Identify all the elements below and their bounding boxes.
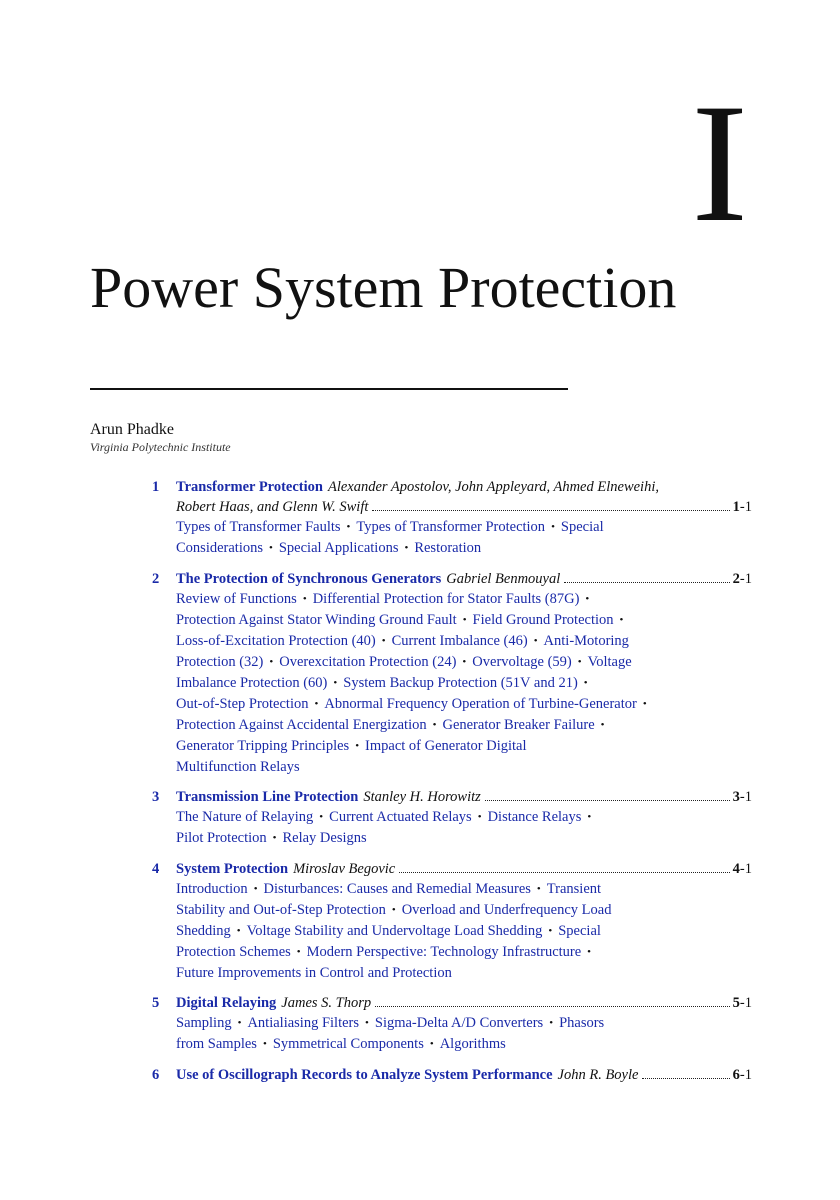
topic-link[interactable]: Review of Functions xyxy=(176,591,297,607)
dot-leader xyxy=(372,510,729,511)
topic-link[interactable]: Antialiasing Filters xyxy=(247,1015,360,1031)
chapter-topics xyxy=(176,589,736,777)
bullet-separator: • xyxy=(355,740,360,752)
bullet-separator: • xyxy=(365,1017,369,1029)
topic-link[interactable]: Protection Against Stator Winding Ground Fault xyxy=(176,612,457,628)
topic-link[interactable]: Symmetrical Components xyxy=(272,1036,424,1052)
topic-link[interactable]: Modern Perspective: Technology Infrastructure xyxy=(306,944,582,960)
editor-affiliation: Virginia Polytechnic Institute xyxy=(90,440,231,454)
topic-line xyxy=(176,807,736,828)
chapter-number: 1 xyxy=(152,479,160,495)
bullet-separator: • xyxy=(533,635,538,647)
topic-line xyxy=(176,900,736,921)
bullet-separator: • xyxy=(551,521,555,533)
chapter-topics xyxy=(176,1013,736,1055)
topic-line xyxy=(176,736,736,757)
topic-link[interactable]: Voltage Stability and Undervoltage Load Shedding xyxy=(246,923,543,939)
bullet-separator: • xyxy=(577,656,582,668)
topic-link[interactable]: Voltage xyxy=(587,654,632,670)
chapter-authors: John R. Boyle xyxy=(557,1067,639,1083)
chapter-entry xyxy=(152,477,752,559)
chapter-topics xyxy=(176,807,736,849)
topic-line xyxy=(176,652,736,673)
topic-link[interactable]: Future Improvements in Control and Protection xyxy=(176,965,452,981)
bullet-separator: • xyxy=(296,946,301,958)
bullet-separator: • xyxy=(477,811,482,823)
dot-leader xyxy=(642,1078,729,1079)
topic-line xyxy=(176,610,736,631)
bullet-separator: • xyxy=(333,677,338,689)
topic-link[interactable]: Loss-of-Excitation Protection (40) xyxy=(176,633,376,649)
chapter-page-suffix: -1 xyxy=(739,789,752,805)
chapter-page-number: 6 xyxy=(732,1067,740,1083)
chapter-title-link[interactable]: Transmission Line Protection xyxy=(176,789,359,805)
topic-link[interactable]: Sigma-Delta A/D Converters xyxy=(374,1015,544,1031)
chapter-number: 2 xyxy=(152,571,160,587)
chapter-authors: Stanley H. Horowitz xyxy=(363,789,481,805)
topic-link[interactable]: Transient xyxy=(546,881,602,897)
bullet-separator: • xyxy=(253,883,258,895)
topic-link[interactable]: Special xyxy=(558,923,601,939)
bullet-separator: • xyxy=(587,946,592,958)
topic-line xyxy=(176,517,736,538)
dot-leader xyxy=(399,872,729,873)
chapter-heading-line xyxy=(176,497,752,517)
topic-line xyxy=(176,963,736,983)
chapter-heading-line xyxy=(176,787,752,807)
chapter-page xyxy=(733,859,752,879)
bullet-separator: • xyxy=(319,811,324,823)
topic-link[interactable]: Multifunction Relays xyxy=(176,759,300,775)
chapter-authors: James S. Thorp xyxy=(281,995,372,1011)
topic-link[interactable]: Types of Transformer Faults xyxy=(176,519,341,535)
bullet-separator: • xyxy=(302,593,307,605)
topic-link[interactable]: Sampling xyxy=(176,1015,232,1031)
editor-name: Arun Phadke xyxy=(90,421,174,438)
chapter-entry xyxy=(152,787,752,849)
topic-link[interactable]: Shedding xyxy=(176,923,231,939)
topic-link[interactable]: Special xyxy=(560,519,604,535)
chapter-page xyxy=(733,787,752,807)
bullet-separator: • xyxy=(548,925,553,937)
topic-link[interactable]: Generator Breaker Failure xyxy=(442,717,595,733)
topic-line xyxy=(176,1013,736,1034)
bullet-separator: • xyxy=(587,811,592,823)
bullet-separator: • xyxy=(536,883,541,895)
bullet-separator: • xyxy=(404,542,409,554)
topic-link[interactable]: Impact of Generator Digital xyxy=(365,738,527,754)
part-numeral: I xyxy=(691,69,748,257)
chapter-page-number: 1 xyxy=(732,499,740,515)
title-rule xyxy=(90,388,568,390)
topic-link[interactable]: Considerations xyxy=(176,540,263,556)
chapter-authors: Miroslav Begovic xyxy=(293,861,396,877)
chapter-page-number: 3 xyxy=(732,789,740,805)
topic-link[interactable]: Stability and Out-of-Step Protection xyxy=(176,902,386,918)
chapter-number: 3 xyxy=(152,789,160,805)
bullet-separator: • xyxy=(642,698,647,710)
chapter-page-suffix: -1 xyxy=(739,499,752,515)
chapter-heading-line xyxy=(176,993,752,1013)
chapter-page xyxy=(733,1065,752,1085)
topic-link[interactable]: Introduction xyxy=(176,881,248,897)
bullet-separator: • xyxy=(269,542,273,554)
bullet-separator: • xyxy=(236,925,241,937)
topic-line xyxy=(176,921,736,942)
chapter-title-link[interactable]: Transformer Protection xyxy=(176,479,323,495)
chapter-page-number: 5 xyxy=(732,995,740,1011)
topic-link[interactable]: Relay Designs xyxy=(282,830,367,846)
topic-link[interactable]: Phasors xyxy=(559,1015,605,1031)
chapter-heading-line xyxy=(176,569,752,589)
topic-link[interactable]: Special Applications xyxy=(278,540,399,556)
bullet-separator: • xyxy=(619,614,624,626)
topic-link[interactable]: Imbalance Protection (60) xyxy=(176,675,328,691)
part-title: Power System Protection xyxy=(90,255,677,320)
chapter-page-number: 4 xyxy=(732,861,740,877)
chapter-title-link[interactable]: Digital Relaying xyxy=(176,995,277,1011)
chapter-page-suffix: -1 xyxy=(739,571,752,587)
bullet-separator: • xyxy=(272,832,277,844)
topic-link[interactable]: Abnormal Frequency Operation of Turbine-Generator xyxy=(324,696,637,712)
bullet-separator: • xyxy=(462,656,467,668)
chapter-heading-line xyxy=(176,1065,752,1085)
bullet-separator: • xyxy=(381,635,386,647)
chapter-entry xyxy=(152,1065,752,1085)
topic-link[interactable]: Anti-Motoring xyxy=(543,633,629,649)
dot-leader xyxy=(375,1006,730,1007)
bullet-separator: • xyxy=(549,1017,554,1029)
topic-link[interactable]: Protection Against Accidental Energization xyxy=(176,717,427,733)
chapter-number: 6 xyxy=(152,1067,160,1083)
chapter-title-link[interactable]: Use of Oscillograph Records to Analyze System Performance xyxy=(176,1067,553,1083)
topic-line xyxy=(176,694,736,715)
topic-link[interactable]: Current Imbalance (46) xyxy=(391,633,528,649)
topic-link[interactable]: Protection Schemes xyxy=(176,944,291,960)
bullet-separator: • xyxy=(262,1038,267,1050)
topic-link[interactable]: Algorithms xyxy=(439,1036,506,1052)
topic-link[interactable]: System Backup Protection (51V and 21) xyxy=(343,675,578,691)
chapter-page xyxy=(733,497,752,517)
bullet-separator: • xyxy=(391,904,396,916)
bullet-separator: • xyxy=(269,656,274,668)
topic-link[interactable]: Field Ground Protection xyxy=(472,612,614,628)
chapter-page xyxy=(733,993,752,1013)
topic-line xyxy=(176,715,736,736)
topic-line xyxy=(176,879,736,900)
topic-line xyxy=(176,757,736,777)
chapter-entry xyxy=(152,859,752,983)
topic-line xyxy=(176,828,736,849)
topic-line xyxy=(176,1034,736,1055)
bullet-separator: • xyxy=(314,698,319,710)
bullet-separator: • xyxy=(237,1017,242,1029)
topic-line xyxy=(176,942,736,963)
chapter-page-number: 2 xyxy=(732,571,740,587)
topic-link[interactable]: Current Actuated Relays xyxy=(329,809,472,825)
topic-link[interactable]: Overexcitation Protection (24) xyxy=(279,654,457,670)
table-of-contents xyxy=(152,477,752,1095)
bullet-separator: • xyxy=(429,1038,434,1050)
chapter-number: 4 xyxy=(152,861,160,877)
bullet-separator: • xyxy=(600,719,605,731)
topic-line xyxy=(176,538,736,559)
bullet-separator: • xyxy=(583,677,588,689)
topic-link[interactable]: Protection (32) xyxy=(176,654,264,670)
chapter-page xyxy=(733,569,752,589)
topic-link[interactable]: Distance Relays xyxy=(487,809,582,825)
topic-link[interactable]: The Nature of Relaying xyxy=(176,809,314,825)
chapter-page-suffix: -1 xyxy=(739,1067,752,1083)
topic-link[interactable]: from Samples xyxy=(176,1036,257,1052)
topic-link[interactable]: Differential Protection for Stator Faults (87G) xyxy=(312,591,580,607)
chapter-title-link[interactable]: The Protection of Synchronous Generators xyxy=(176,571,442,587)
bullet-separator: • xyxy=(346,521,351,533)
chapter-heading-line xyxy=(176,477,752,497)
chapter-heading-line xyxy=(176,859,752,879)
bullet-separator: • xyxy=(585,593,590,605)
topic-link[interactable]: Out-of-Step Protection xyxy=(176,696,309,712)
topic-link[interactable]: Generator Tripping Principles xyxy=(176,738,350,754)
chapter-entry xyxy=(152,569,752,777)
topic-link[interactable]: Restoration xyxy=(414,540,482,556)
dot-leader xyxy=(564,582,729,583)
chapter-authors: Alexander Apostolov, John Appleyard, Ahmed Elneweihi, xyxy=(327,479,659,495)
chapter-topics xyxy=(176,879,736,983)
chapter-title-link[interactable]: System Protection xyxy=(176,861,289,877)
chapter-authors: Gabriel Benmouyal xyxy=(446,571,561,587)
topic-link[interactable]: Types of Transformer Protection xyxy=(356,519,546,535)
chapter-page-suffix: -1 xyxy=(739,861,752,877)
topic-link[interactable]: Overload and Underfrequency Load xyxy=(401,902,612,918)
chapter-number: 5 xyxy=(152,995,160,1011)
topic-line xyxy=(176,673,736,694)
chapter-topics xyxy=(176,517,736,559)
chapter-entry xyxy=(152,993,752,1055)
topic-line xyxy=(176,631,736,652)
chapter-authors: Robert Haas, and Glenn W. Swift xyxy=(176,499,369,515)
dot-leader xyxy=(485,800,730,801)
bullet-separator: • xyxy=(462,614,467,626)
topic-link[interactable]: Overvoltage (59) xyxy=(472,654,572,670)
chapter-page-suffix: -1 xyxy=(739,995,752,1011)
topic-line xyxy=(176,589,736,610)
topic-link[interactable]: Pilot Protection xyxy=(176,830,267,846)
topic-link[interactable]: Disturbances: Causes and Remedial Measures xyxy=(263,881,531,897)
bullet-separator: • xyxy=(432,719,437,731)
